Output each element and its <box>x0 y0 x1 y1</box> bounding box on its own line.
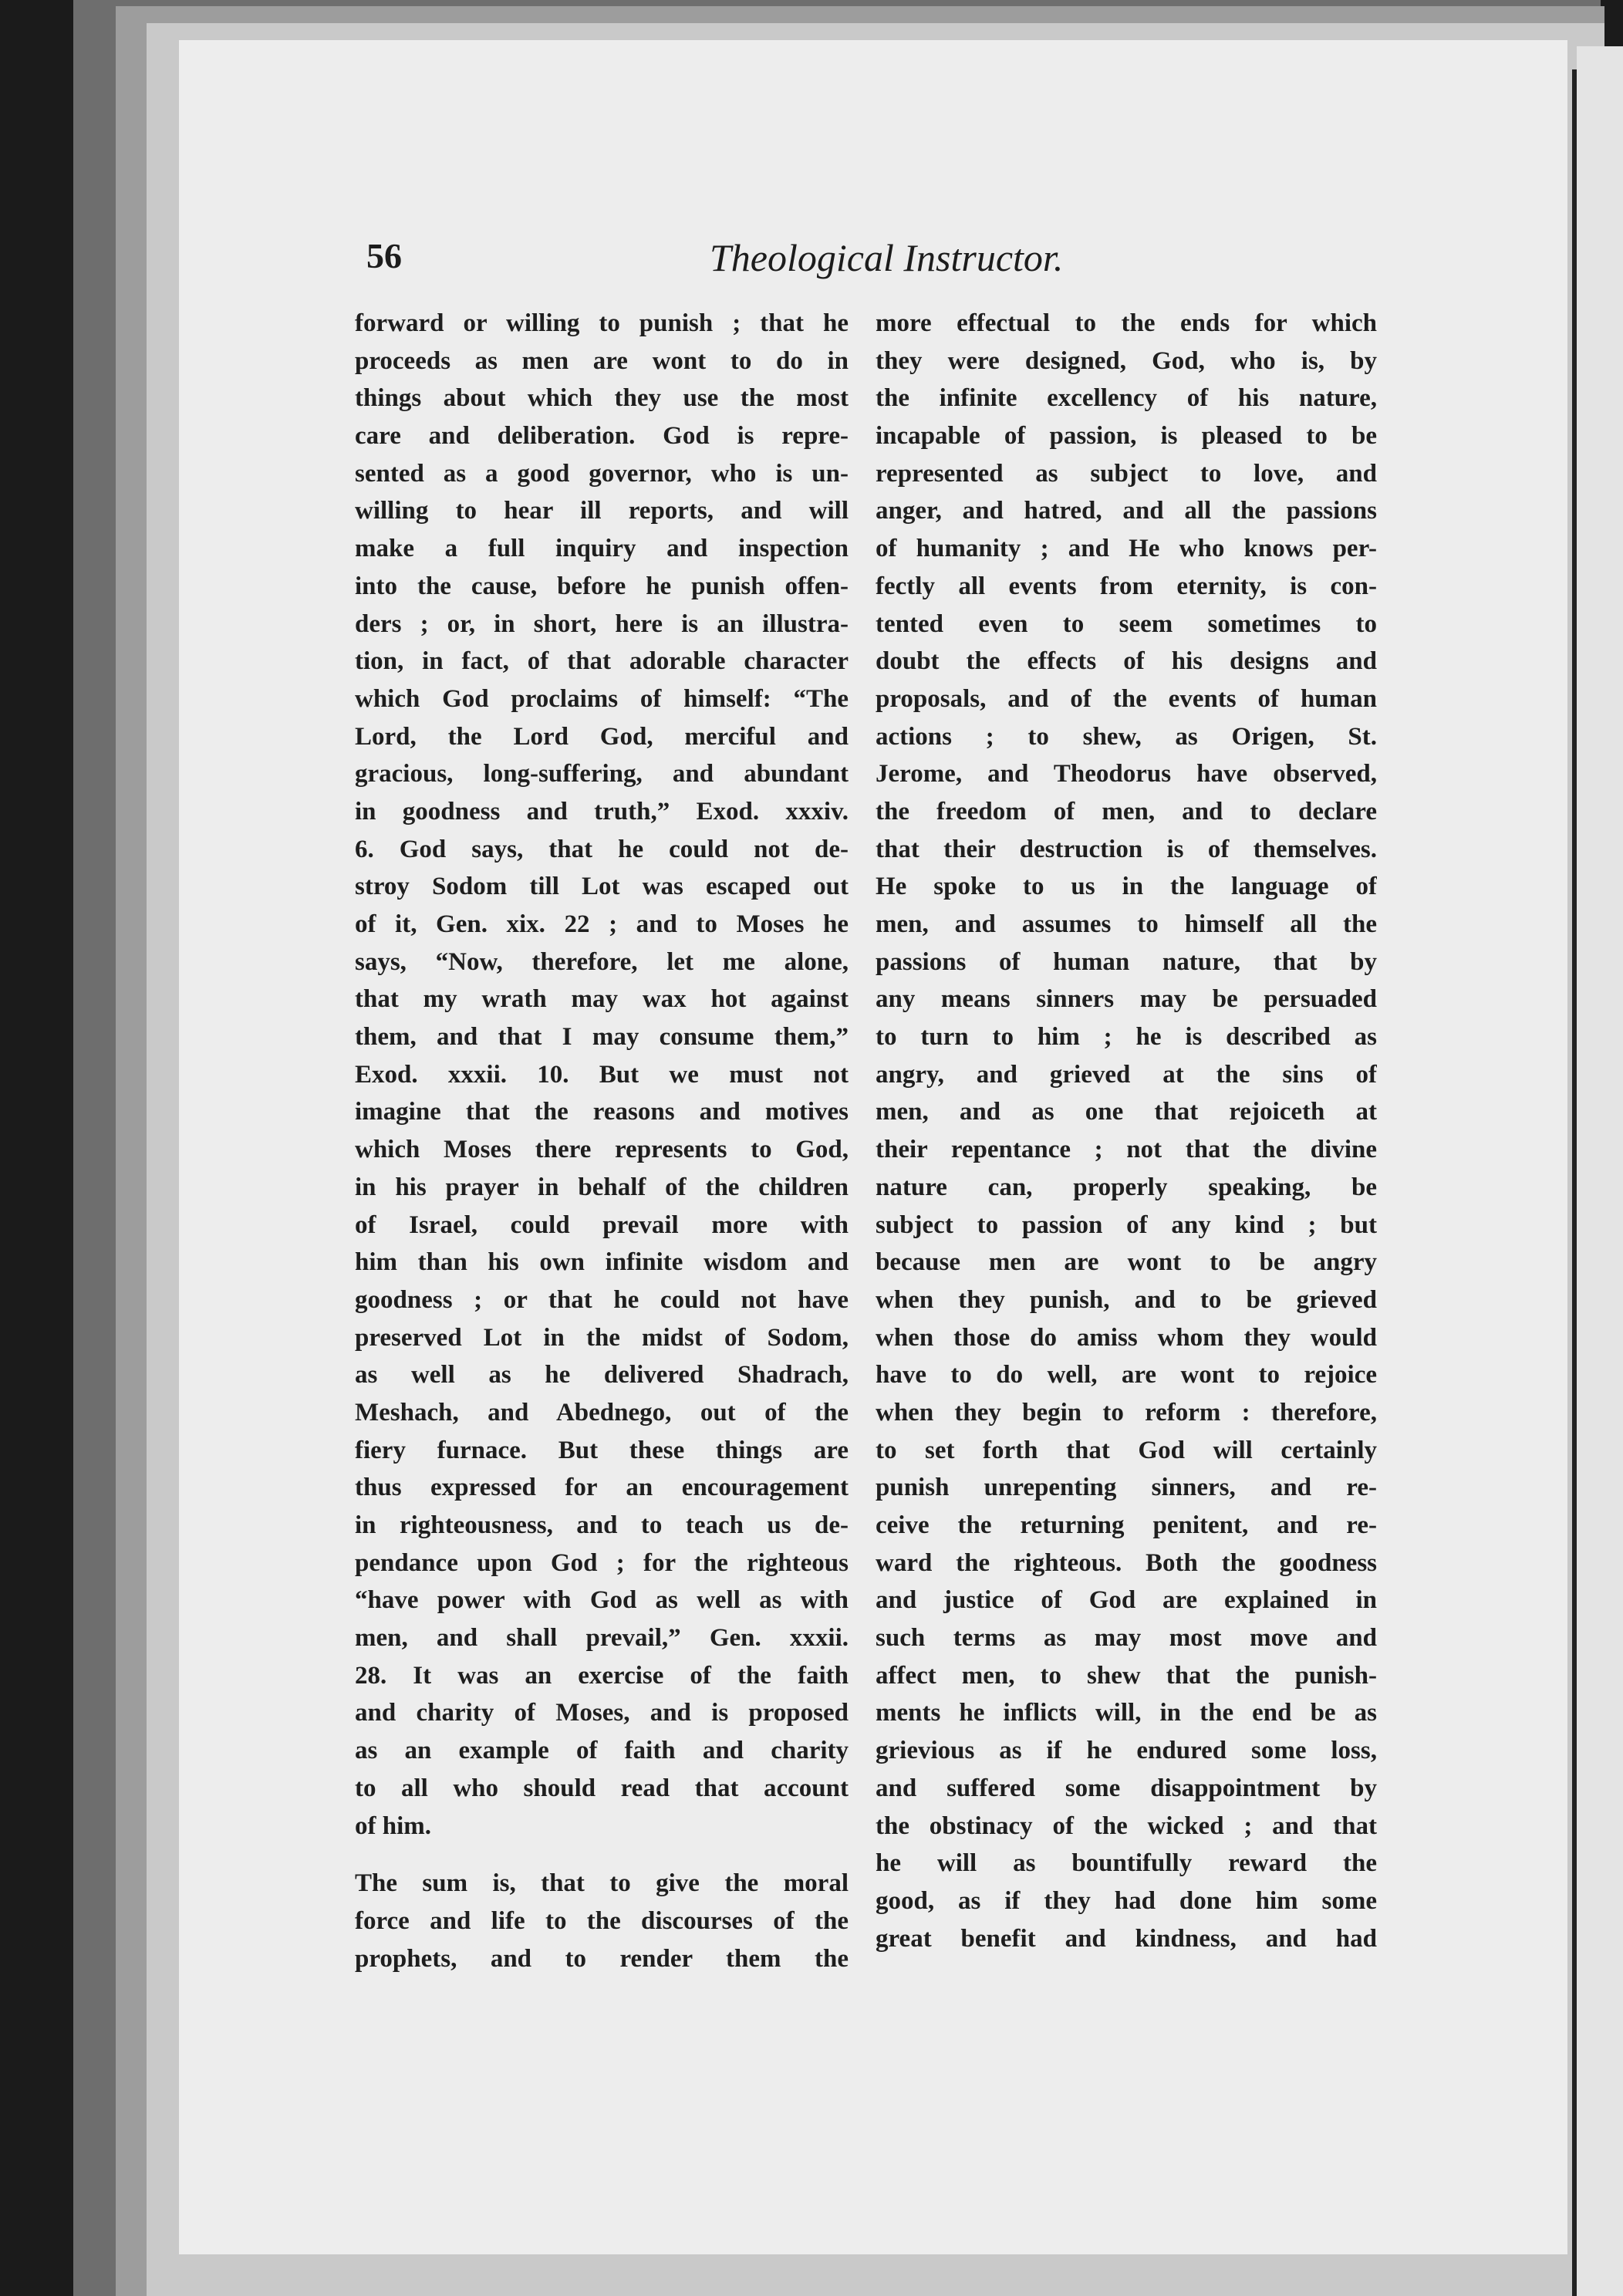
text-line: when those do amiss whom they would <box>876 1323 1377 1352</box>
text-line: of Israel, could prevail more with <box>355 1210 849 1239</box>
text-line: as an example of faith and charity <box>355 1737 849 1765</box>
text-line: gracious, long-suffering, and abundant <box>355 760 849 788</box>
running-head-title: Theological Instructor. <box>710 236 1064 279</box>
text-line: tion, in fact, of that adorable character <box>355 647 849 676</box>
text-line: them, and that I may consume them,” <box>355 1023 849 1052</box>
text-line: things about which they use the most <box>355 384 849 413</box>
text-line: that their destruction is of themselves. <box>876 835 1377 863</box>
text-line: care and deliberation. God is repre- <box>355 422 849 451</box>
text-line: such terms as may most move and <box>876 1624 1377 1653</box>
text-line: nature can, properly speaking, be <box>876 1173 1377 1201</box>
text-line: as well as he delivered Shadrach, <box>355 1361 849 1389</box>
text-line: incapable of passion, is pleased to be <box>876 422 1377 451</box>
text-line: prophets, and to render them the <box>355 1944 849 1973</box>
text-line: of it, Gen. xix. 22 ; and to Moses he <box>355 910 849 938</box>
text-line: Jerome, and Theodorus have observed, <box>876 760 1377 788</box>
text-line: goodness ; or that he could not have <box>355 1285 849 1314</box>
text-line: when they begin to reform : therefore, <box>876 1398 1377 1427</box>
text-line: good, as if they had done him some <box>876 1886 1377 1915</box>
right-text-column <box>876 305 1377 1957</box>
text-line: him than his own infinite wisdom and <box>355 1248 849 1277</box>
text-line: doubt the effects of his designs and <box>876 647 1377 676</box>
text-line: says, “Now, therefore, let me alone, <box>355 947 849 976</box>
text-line: willing to hear ill reports, and will <box>355 497 849 525</box>
text-line: in righteousness, and to teach us de- <box>355 1511 849 1539</box>
text-line: proceeds as men are wont to do in <box>355 346 849 375</box>
page-number: 56 <box>366 236 402 275</box>
text-line: stroy Sodom till Lot was escaped out <box>355 873 849 901</box>
text-line: forward or willing to punish ; that he <box>355 309 849 337</box>
text-line: Meshach, and Abednego, out of the <box>355 1398 849 1427</box>
text-line: actions ; to shew, as Origen, St. <box>876 722 1377 751</box>
text-line: men, and shall prevail,” Gen. xxxii. <box>355 1624 849 1653</box>
text-line: into the cause, before he punish offen- <box>355 572 849 600</box>
text-line: He spoke to us in the language of <box>876 873 1377 901</box>
text-line: great benefit and kindness, and had <box>876 1924 1377 1953</box>
text-line: angry, and grieved at the sins of <box>876 1060 1377 1089</box>
text-line: preserved Lot in the midst of Sodom, <box>355 1323 849 1352</box>
text-line: their repentance ; not that the divine <box>876 1136 1377 1164</box>
text-line: have to do well, are wont to rejoice <box>876 1361 1377 1389</box>
text-line: represented as subject to love, and <box>876 459 1377 488</box>
running-head <box>0 235 1623 282</box>
text-line: and suffered some disappointment by <box>876 1774 1377 1802</box>
text-line: grievious as if he endured some loss, <box>876 1737 1377 1765</box>
text-line: make a full inquiry and inspection <box>355 535 849 563</box>
text-line: subject to passion of any kind ; but <box>876 1210 1377 1239</box>
text-line: fectly all events from eternity, is con- <box>876 572 1377 600</box>
text-line: because men are wont to be angry <box>876 1248 1377 1277</box>
text-line: and charity of Moses, and is proposed <box>355 1699 849 1727</box>
text-line: of humanity ; and He who knows per- <box>876 535 1377 563</box>
text-line: in his prayer in behalf of the children <box>355 1173 849 1201</box>
text-line: force and life to the discourses of the <box>355 1906 849 1935</box>
text-line: they were designed, God, who is, by <box>876 346 1377 375</box>
text-line: and justice of God are explained in <box>876 1586 1377 1615</box>
text-line: 6. God says, that he could not de- <box>355 835 849 863</box>
text-line: tented even to seem sometimes to <box>876 609 1377 638</box>
text-line: which God proclaims of himself: “The <box>355 684 849 713</box>
text-line: The sum is, that to give the moral <box>355 1869 849 1898</box>
left-text-column <box>355 305 849 1977</box>
text-line: any means sinners may be persuaded <box>876 985 1377 1014</box>
text-line: punish unrepenting sinners, and re- <box>876 1474 1377 1502</box>
text-line: the obstinacy of the wicked ; and that <box>876 1811 1377 1840</box>
text-line: the infinite excellency of his nature, <box>876 384 1377 413</box>
text-line: sented as a good governor, who is un- <box>355 459 849 488</box>
text-line: ments he inflicts will, in the end be as <box>876 1699 1377 1727</box>
text-line: Exod. xxxii. 10. But we must not <box>355 1060 849 1089</box>
text-line: to set forth that God will certainly <box>876 1436 1377 1464</box>
text-line: more effectual to the ends for which <box>876 309 1377 337</box>
text-line: that my wrath may wax hot against <box>355 985 849 1014</box>
text-line: of him. <box>355 1811 431 1840</box>
text-line: ceive the returning penitent, and re- <box>876 1511 1377 1539</box>
facing-page-edge <box>1577 46 1623 2296</box>
text-line: 28. It was an exercise of the faith <box>355 1661 849 1690</box>
text-line: Lord, the Lord God, merciful and <box>355 722 849 751</box>
text-line: when they punish, and to be grieved <box>876 1285 1377 1314</box>
text-line: men, and assumes to himself all the <box>876 910 1377 938</box>
text-line: thus expressed for an encouragement <box>355 1474 849 1502</box>
text-line: fiery furnace. But these things are <box>355 1436 849 1464</box>
text-line: to turn to him ; he is described as <box>876 1023 1377 1052</box>
text-line: pendance upon God ; for the righteous <box>355 1548 849 1577</box>
text-line: the freedom of men, and to declare <box>876 797 1377 826</box>
text-line: he will as bountifully reward the <box>876 1849 1377 1878</box>
text-line: passions of human nature, that by <box>876 947 1377 976</box>
text-line: imagine that the reasons and motives <box>355 1098 849 1126</box>
text-line: ders ; or, in short, here is an illustra- <box>355 609 849 638</box>
text-line: affect men, to shew that the punish- <box>876 1661 1377 1690</box>
text-line: in goodness and truth,” Exod. xxxiv. <box>355 797 849 826</box>
paragraph-gap <box>355 1845 849 1865</box>
text-line: which Moses there represents to God, <box>355 1136 849 1164</box>
text-line: ward the righteous. Both the goodness <box>876 1548 1377 1577</box>
text-line: anger, and hatred, and all the passions <box>876 497 1377 525</box>
text-line: to all who should read that account <box>355 1774 849 1802</box>
text-line: proposals, and of the events of human <box>876 684 1377 713</box>
text-line: “have power with God as well as with <box>355 1586 849 1615</box>
text-line: men, and as one that rejoiceth at <box>876 1098 1377 1126</box>
